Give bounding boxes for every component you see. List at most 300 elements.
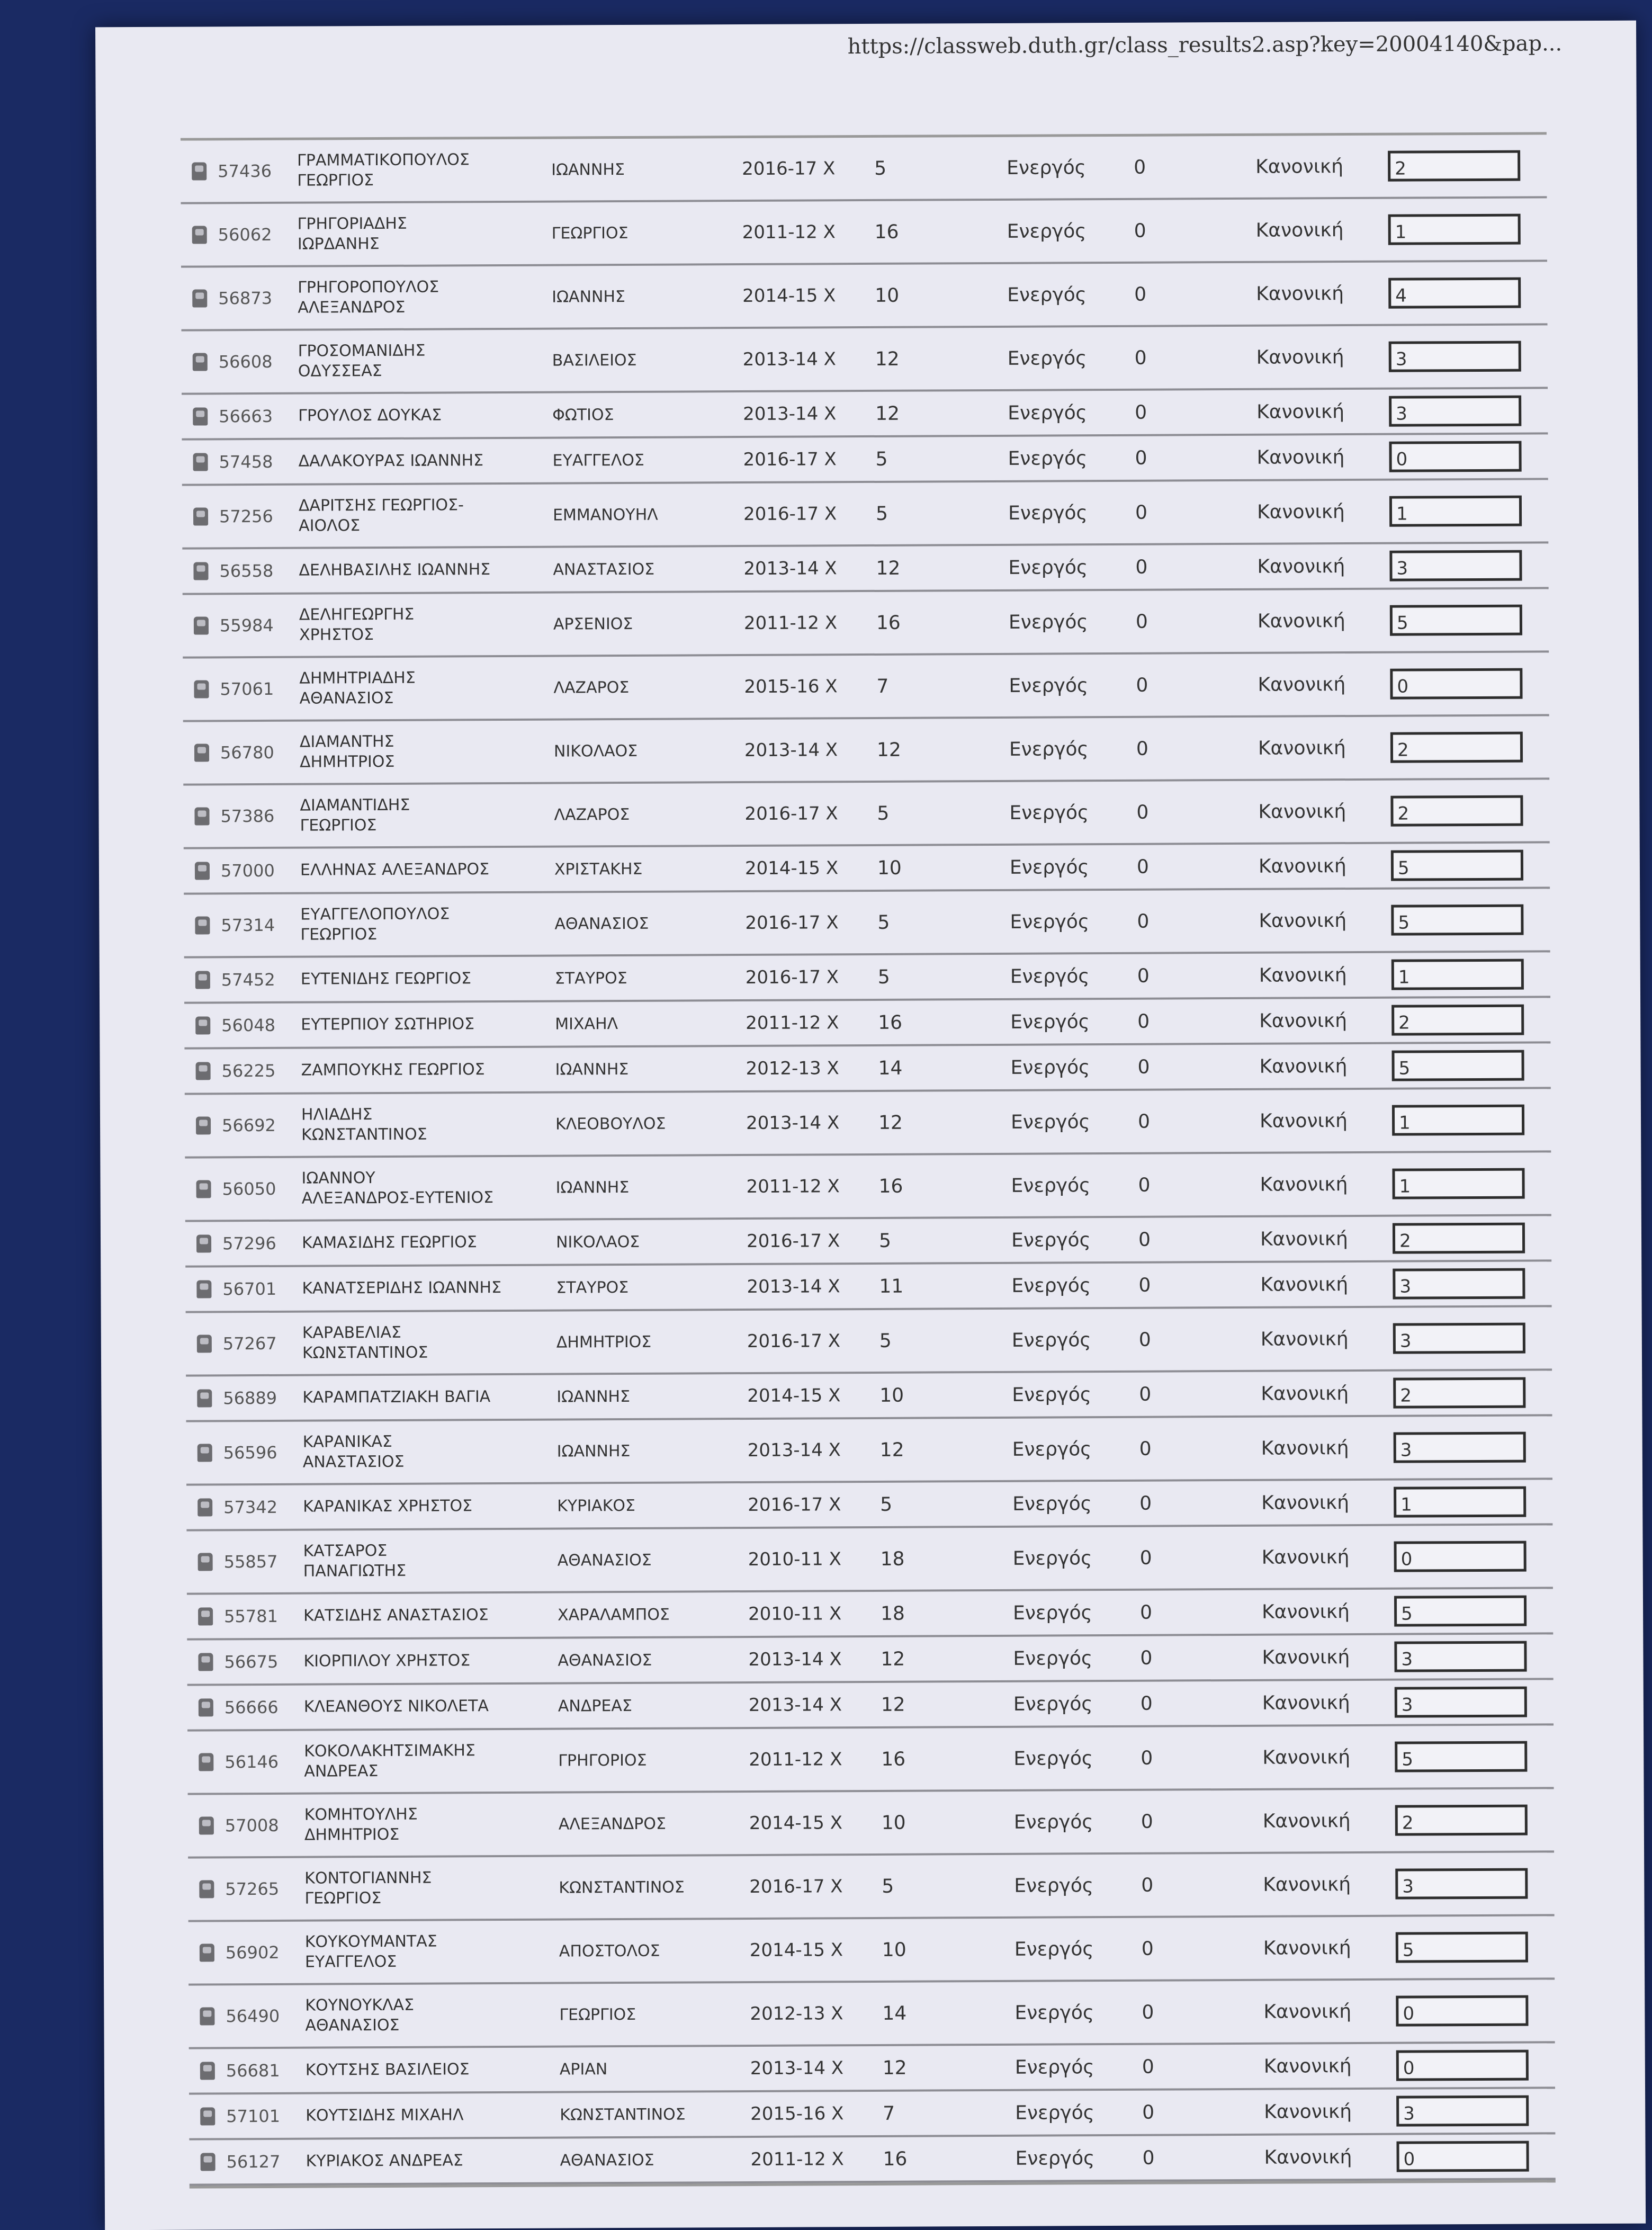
document-icon (194, 807, 209, 825)
semester: 14 (878, 1057, 903, 1079)
semester: 12 (881, 1648, 905, 1670)
exam-type: Κανονική (1257, 555, 1345, 578)
document-icon (196, 1180, 211, 1198)
count: 0 (1135, 501, 1148, 524)
father-name: ΓΡΗΓΟΡΙΟΣ (558, 1751, 647, 1770)
grade-field[interactable]: 4 (1388, 277, 1521, 309)
grade-input (1396, 2049, 1545, 2081)
print-icon[interactable] (182, 507, 219, 525)
count: 0 (1134, 347, 1147, 369)
grade-field[interactable]: 1 (1392, 1168, 1524, 1199)
semester: 12 (875, 348, 900, 370)
father-name: ΑΛΕΞΑΝΔΡΟΣ (558, 1814, 667, 1834)
print-icon[interactable] (188, 2007, 226, 2025)
count: 0 (1135, 556, 1148, 578)
entry-year: 2016-17 X (745, 912, 839, 934)
semester: 12 (875, 402, 900, 425)
student-id: 56127 (226, 2151, 281, 2172)
status: Ενεργός (1007, 156, 1086, 179)
status: Ενεργός (1013, 1647, 1093, 1670)
count: 0 (1137, 1110, 1151, 1133)
document-icon (195, 971, 210, 989)
table-row (182, 325, 1548, 395)
print-icon[interactable] (184, 1016, 221, 1034)
student-id: 56062 (218, 224, 272, 245)
grade-input (1395, 1686, 1543, 1717)
grade-input (1396, 1995, 1544, 2026)
student-surname: ΚΑΜΑΣΙΔΗΣ ΓΕΩΡΓΙΟΣ (301, 1233, 477, 1252)
student-surname: ΓΡΑΜΜΑΤΙΚΟΠΟΥΛΟΣ ΓΕΩΡΓΙΟΣ (297, 150, 470, 190)
document-icon (201, 2153, 216, 2171)
grade-field[interactable]: 3 (1389, 396, 1521, 427)
status: Ενεργός (1011, 1229, 1091, 1251)
father-name: ΙΩΑΝΝΗΣ (556, 1387, 631, 1407)
student-id: 56902 (225, 1942, 280, 1963)
document-icon (198, 1607, 213, 1625)
count: 0 (1142, 2101, 1155, 2124)
exam-type: Κανονική (1264, 2100, 1352, 2123)
print-icon[interactable] (183, 616, 220, 634)
student-surname: ΚΑΡΑΒΕΛΙΑΣ ΚΩΝΣΤΑΝΤΙΝΟΣ (302, 1323, 428, 1363)
student-surname: ΚΑΝΑΤΣΕΡΙΔΗΣ ΙΩΑΝΝΗΣ (302, 1278, 502, 1298)
print-icon[interactable] (185, 1116, 222, 1134)
father-name: ΑΘΑΝΑΣΙΟΣ (557, 1551, 652, 1570)
student-surname: ΚΟΥΝΟΥΚΛΑΣ ΑΘΑΝΑΣΙΟΣ (305, 1995, 415, 2035)
semester: 7 (876, 675, 889, 697)
grade-input (1389, 395, 1537, 426)
grade-input (1392, 1104, 1540, 1135)
status: Ενεργός (1008, 501, 1088, 524)
table-row (189, 2134, 1555, 2186)
print-icon[interactable] (185, 1280, 222, 1298)
grade-field[interactable]: 2 (1393, 1377, 1525, 1409)
father-name: ΙΩΑΝΝΗΣ (556, 1441, 631, 1461)
grade-field[interactable]: 5 (1396, 1932, 1528, 1963)
semester: 12 (882, 2057, 907, 2079)
grade-input (1396, 2095, 1545, 2126)
document-icon (199, 1880, 214, 1898)
student-id: 56596 (223, 1442, 277, 1463)
table-row (182, 389, 1548, 440)
document-icon (200, 1944, 214, 1962)
document-icon (192, 226, 207, 244)
grade-input (1390, 731, 1539, 763)
exam-type: Κανονική (1255, 155, 1344, 178)
print-icon[interactable] (185, 1062, 222, 1080)
exam-type: Κανονική (1260, 1173, 1348, 1196)
table-row (187, 1634, 1553, 1686)
status: Ενεργός (1011, 1329, 1091, 1351)
count: 0 (1136, 801, 1149, 823)
print-icon[interactable] (182, 407, 219, 425)
semester: 5 (874, 157, 887, 180)
status: Ενεργός (1013, 1601, 1092, 1624)
student-id: 56675 (224, 1651, 279, 1672)
print-icon[interactable] (182, 453, 219, 471)
table-row (186, 1371, 1552, 1422)
father-name: ΙΩΑΝΝΗΣ (555, 1178, 630, 1197)
grade-input (1395, 1741, 1543, 1772)
grade-input (1394, 1431, 1542, 1463)
document-icon (193, 507, 208, 525)
entry-year: 2013-14 X (742, 348, 837, 371)
father-name: ΝΙΚΟΛΑΟΣ (555, 1232, 640, 1252)
father-name: ΧΡΙΣΤΑΚΗΣ (554, 859, 643, 879)
exam-type: Κανονική (1256, 282, 1344, 305)
grade-field[interactable]: 3 (1393, 1268, 1525, 1300)
semester: 10 (881, 1812, 906, 1834)
print-icon[interactable] (183, 680, 220, 698)
print-icon[interactable] (184, 862, 221, 880)
print-icon[interactable] (187, 1607, 224, 1625)
status: Ενεργός (1010, 1010, 1090, 1033)
exam-type: Κανονική (1261, 1491, 1350, 1514)
grade-field[interactable]: 2 (1390, 795, 1523, 827)
grade-field[interactable]: 1 (1392, 1105, 1524, 1136)
count: 0 (1137, 1056, 1150, 1078)
grade-field[interactable]: 3 (1394, 1432, 1526, 1463)
entry-year: 2014-15 X (749, 1939, 843, 1961)
student-id: 56873 (218, 288, 273, 309)
exam-type: Κανονική (1257, 610, 1345, 632)
table-row (183, 589, 1549, 658)
exam-type: Κανονική (1261, 1437, 1349, 1459)
student-id: 57000 (220, 860, 275, 881)
student-id: 56780 (220, 742, 274, 763)
table-row (185, 1261, 1551, 1313)
student-surname: ΚΑΡΑΝΙΚΑΣ ΧΡΗΣΤΟΣ (303, 1497, 473, 1516)
father-name: ΓΕΩΡΓΙΟΣ (551, 223, 629, 243)
print-icon[interactable] (182, 562, 219, 580)
table-row (182, 434, 1548, 486)
student-surname: ΚΟΜΗΤΟΥΛΗΣ ΔΗΜΗΤΡΙΟΣ (304, 1805, 418, 1844)
student-surname: ΚΟΥΤΣΙΔΗΣ ΜΙΧΑΗΛ (306, 2106, 464, 2125)
entry-year: 2016-17 X (744, 803, 838, 825)
father-name: ΒΑΣΙΛΕΙΟΣ (552, 351, 637, 370)
grade-input (1389, 341, 1537, 372)
semester: 5 (880, 1493, 893, 1516)
grade-field[interactable]: 2 (1391, 1005, 1524, 1036)
semester: 10 (879, 1384, 904, 1407)
student-surname: ΔΑΡΙΤΣΗΣ ΓΕΩΡΓΙΟΣ- ΑΙΟΛΟΣ (298, 496, 464, 535)
print-icon[interactable] (190, 2153, 227, 2171)
grade-input (1390, 668, 1538, 699)
student-surname: ΕΥΤΕΡΠΙΟΥ ΣΩΤΗΡΙΟΣ (301, 1015, 475, 1034)
print-icon[interactable] (184, 916, 221, 934)
status: Ενεργός (1014, 1938, 1094, 1960)
table-row (188, 1789, 1554, 1858)
count: 0 (1142, 2147, 1155, 2169)
entry-year: 2013-14 X (744, 739, 838, 762)
grade-field[interactable]: 2 (1393, 1223, 1525, 1254)
semester: 5 (877, 802, 890, 825)
document-icon (199, 1753, 213, 1771)
student-id: 56490 (226, 2005, 280, 2027)
entry-year: 2016-17 X (748, 1494, 841, 1516)
count: 0 (1139, 1438, 1152, 1460)
grade-input (1394, 1486, 1542, 1517)
grade-field[interactable]: 3 (1396, 2095, 1529, 2127)
student-surname: ΓΡΟΥΛΟΣ ΔΟΥΚΑΣ (298, 406, 442, 425)
exam-type: Κανονική (1261, 1382, 1349, 1405)
grade-field[interactable]: 5 (1391, 850, 1523, 881)
print-icon[interactable] (188, 1944, 226, 1962)
count: 0 (1141, 1747, 1153, 1769)
semester: 18 (881, 1602, 905, 1625)
entry-year: 2011-12 X (750, 2148, 844, 2170)
status: Ενεργός (1009, 738, 1089, 760)
student-id: 57452 (221, 969, 275, 990)
grade-field[interactable]: 0 (1396, 2141, 1529, 2172)
grade-field[interactable]: 3 (1395, 1868, 1528, 1900)
document-icon (195, 1016, 210, 1034)
semester: 5 (875, 448, 888, 470)
student-id: 57256 (219, 506, 273, 527)
student-surname: ΚΥΡΙΑΚΟΣ ΑΝΔΡΕΑΣ (306, 2151, 463, 2171)
grade-field[interactable]: 1 (1394, 1486, 1526, 1518)
status: Ενεργός (1009, 674, 1089, 697)
student-id: 57061 (220, 678, 274, 700)
grade-field[interactable]: 0 (1396, 2050, 1529, 2081)
print-icon[interactable] (189, 2107, 226, 2125)
document-icon (197, 1389, 212, 1407)
father-name: ΦΩΤΙΟΣ (552, 405, 614, 425)
semester: 16 (876, 612, 901, 634)
student-surname: ΚΟΥΚΟΥΜΑΝΤΑΣ ΕΥΑΓΓΕΛΟΣ (304, 1932, 437, 1972)
entry-year: 2013-14 X (748, 1649, 842, 1670)
grade-field[interactable]: 2 (1388, 150, 1520, 182)
print-icon[interactable] (181, 162, 218, 180)
father-name: ΣΤΑΥΡΟΣ (556, 1278, 629, 1297)
semester: 7 (883, 2102, 895, 2125)
student-id: 56608 (218, 351, 273, 372)
status: Ενεργός (1013, 1811, 1093, 1833)
count: 0 (1137, 1010, 1150, 1033)
print-icon[interactable] (188, 1816, 225, 1834)
grade-field[interactable]: 2 (1390, 732, 1523, 763)
status: Ενεργός (1010, 965, 1090, 988)
status: Ενεργός (1014, 2001, 1094, 2024)
document-icon (198, 1553, 213, 1571)
count: 0 (1136, 738, 1148, 760)
entry-year: 2013-14 X (747, 1276, 840, 1298)
table-row (189, 2089, 1555, 2140)
exam-type: Κανονική (1258, 673, 1346, 696)
grade-input (1393, 1222, 1541, 1253)
print-icon[interactable] (189, 2062, 226, 2080)
grade-field[interactable]: 1 (1389, 496, 1522, 527)
status: Ενεργός (1012, 1492, 1092, 1515)
entry-year: 2013-14 X (750, 2057, 844, 2079)
count: 0 (1135, 401, 1147, 424)
grade-field[interactable]: 1 (1391, 959, 1524, 990)
student-id: 56701 (222, 1278, 277, 1300)
status: Ενεργός (1009, 856, 1089, 879)
student-surname: ΚΙΟΡΠΙΛΟΥ ΧΡΗΣΤΟΣ (303, 1651, 471, 1671)
student-surname: ΔΙΑΜΑΝΤΙΔΗΣ ΓΕΩΡΓΙΟΣ (300, 795, 410, 835)
document-icon (199, 1816, 214, 1834)
status: Ενεργός (1015, 2147, 1095, 2170)
document-icon (195, 862, 210, 880)
student-surname: ΔΕΛΗΓΕΩΡΓΗΣ ΧΡΗΣΤΟΣ (299, 605, 415, 644)
father-name: ΑΘΑΝΑΣΙΟΣ (560, 2151, 654, 2170)
status: Ενεργός (1014, 1874, 1094, 1897)
student-id: 56146 (225, 1751, 279, 1772)
status: Ενεργός (1008, 447, 1088, 470)
semester: 10 (882, 1939, 906, 1961)
count: 0 (1142, 2001, 1154, 2023)
print-icon[interactable] (185, 1234, 222, 1252)
table-row (186, 1525, 1552, 1595)
exam-type: Κανονική (1260, 1273, 1349, 1296)
student-surname: ΚΑΤΣΙΔΗΣ ΑΝΑΣΤΑΣΙΟΣ (303, 1606, 489, 1625)
table-row (181, 262, 1547, 331)
semester: 12 (878, 1112, 903, 1134)
print-icon[interactable] (186, 1444, 223, 1462)
grade-field[interactable]: 0 (1396, 1995, 1528, 2027)
table-row (183, 780, 1549, 849)
status: Ενεργός (1012, 1438, 1092, 1461)
grade-field[interactable]: 5 (1391, 904, 1523, 936)
grade-input (1395, 1868, 1543, 1899)
exam-type: Κανονική (1262, 1746, 1351, 1769)
print-icon[interactable] (181, 289, 218, 307)
exam-type: Κανονική (1263, 2000, 1352, 2023)
exam-type: Κανονική (1263, 1937, 1351, 1959)
print-icon[interactable] (182, 353, 219, 371)
print-icon[interactable] (185, 1180, 222, 1198)
entry-year: 2012-13 X (750, 2003, 843, 2025)
student-id: 56889 (223, 1387, 277, 1409)
grade-input (1389, 550, 1538, 581)
count: 0 (1136, 674, 1148, 696)
print-icon[interactable] (187, 1553, 224, 1571)
entry-year: 2013-14 X (748, 1694, 842, 1716)
entry-year: 2015-16 X (744, 676, 838, 698)
semester: 16 (881, 1748, 906, 1770)
father-name: ΔΗΜΗΤΡΙΟΣ (556, 1332, 652, 1352)
student-id: 56692 (221, 1115, 276, 1136)
print-icon[interactable] (186, 1389, 223, 1407)
document-icon (192, 289, 207, 307)
student-id: 56048 (221, 1015, 276, 1036)
grade-field[interactable]: 0 (1390, 668, 1522, 700)
student-surname: ΕΥΑΓΓΕΛΟΠΟΥΛΟΣ ΓΕΩΡΓΙΟΣ (300, 904, 450, 944)
grade-input (1393, 1268, 1541, 1299)
grade-field[interactable]: 5 (1391, 1050, 1524, 1081)
grade-input (1388, 277, 1537, 308)
document-icon (200, 2062, 215, 2080)
grade-input (1390, 795, 1539, 826)
semester: 5 (879, 1330, 892, 1352)
father-name: ΛΑΖΑΡΟΣ (554, 805, 630, 825)
grade-field[interactable]: 5 (1395, 1741, 1527, 1772)
table-row (184, 952, 1550, 1004)
entry-year: 2014-15 X (749, 1812, 843, 1834)
table-row (181, 198, 1547, 267)
count: 0 (1140, 1601, 1153, 1624)
student-id: 57265 (225, 1878, 280, 1900)
exam-type: Κανονική (1259, 909, 1347, 932)
grade-input (1394, 1595, 1542, 1626)
print-icon[interactable] (187, 1753, 225, 1771)
grade-field[interactable]: 3 (1389, 341, 1521, 372)
entry-year: 2016-17 X (745, 966, 839, 989)
father-name: ΙΩΑΝΝΗΣ (555, 1060, 629, 1079)
grade-field[interactable]: 3 (1394, 1641, 1527, 1672)
entry-year: 2016-17 X (747, 1330, 841, 1353)
document-icon (196, 1234, 211, 1252)
table-row (187, 1680, 1554, 1731)
grade-input (1391, 904, 1539, 935)
count: 0 (1138, 1174, 1151, 1196)
father-name: ΙΩΑΝΝΗΣ (552, 287, 626, 307)
count: 0 (1141, 1938, 1154, 1960)
document-icon (194, 680, 209, 698)
grade-field[interactable]: 0 (1389, 441, 1521, 472)
print-icon[interactable] (186, 1335, 223, 1353)
grade-input (1390, 604, 1538, 635)
status: Ενεργός (1008, 556, 1088, 579)
student-surname: ΚΑΡΑΜΠΑΤΖΙΑΚΗ ΒΑΓΙΑ (302, 1387, 491, 1407)
exam-type: Κανονική (1258, 737, 1346, 759)
grade-field[interactable]: 2 (1395, 1805, 1528, 1836)
print-icon[interactable] (187, 1653, 224, 1671)
status: Ενεργός (1007, 220, 1087, 243)
print-icon[interactable] (187, 1698, 225, 1716)
document-icon (194, 744, 209, 762)
semester: 12 (879, 1439, 904, 1461)
father-name: ΑΘΑΝΑΣΙΟΣ (558, 1651, 652, 1670)
grade-field[interactable]: 5 (1390, 605, 1522, 636)
count: 0 (1137, 910, 1150, 933)
count: 0 (1136, 856, 1149, 878)
grade-field[interactable]: 3 (1393, 1323, 1525, 1354)
entry-year: 2014-15 X (744, 857, 839, 880)
grade-input (1394, 1641, 1542, 1672)
print-icon[interactable] (188, 1880, 225, 1898)
student-id: 56666 (224, 1697, 279, 1718)
print-icon[interactable] (184, 971, 221, 989)
father-name: ΑΝΑΣΤΑΣΙΟΣ (553, 560, 655, 579)
grade-field[interactable]: 3 (1395, 1687, 1527, 1718)
entry-year: 2011-12 X (749, 1749, 842, 1770)
table-row (184, 998, 1550, 1049)
student-id: 55857 (223, 1551, 278, 1572)
grade-input (1393, 1322, 1541, 1354)
grade-input (1389, 441, 1537, 472)
printed-page (95, 21, 1646, 2230)
grade-field[interactable]: 1 (1388, 214, 1521, 245)
print-icon[interactable] (181, 226, 218, 244)
print-icon[interactable] (183, 744, 220, 762)
student-surname: ΔΕΛΗΒΑΣΙΛΗΣ ΙΩΑΝΝΗΣ (299, 560, 491, 580)
results-table (181, 132, 1556, 2188)
grade-field[interactable]: 5 (1394, 1596, 1527, 1627)
document-icon (196, 1280, 211, 1298)
print-icon[interactable] (186, 1498, 223, 1516)
print-icon[interactable] (183, 807, 220, 825)
grade-field[interactable]: 0 (1394, 1541, 1527, 1572)
student-surname: ΓΡΗΓΟΡΙΑΔΗΣ ΙΩΡΔΑΝΗΣ (297, 214, 407, 254)
student-surname: ΕΛΛΗΝΑΣ ΑΛΕΞΑΝΔΡΟΣ (300, 860, 490, 880)
grade-field[interactable]: 3 (1389, 550, 1522, 581)
exam-type: Κανονική (1262, 1600, 1350, 1623)
student-surname: ΚΟΝΤΟΓΙΑΝΝΗΣ ΓΕΩΡΓΙΟΣ (304, 1868, 432, 1908)
entry-year: 2013-14 X (747, 1439, 841, 1461)
grade-input (1391, 1050, 1540, 1081)
father-name: ΑΡΙΑΝ (559, 2059, 608, 2079)
